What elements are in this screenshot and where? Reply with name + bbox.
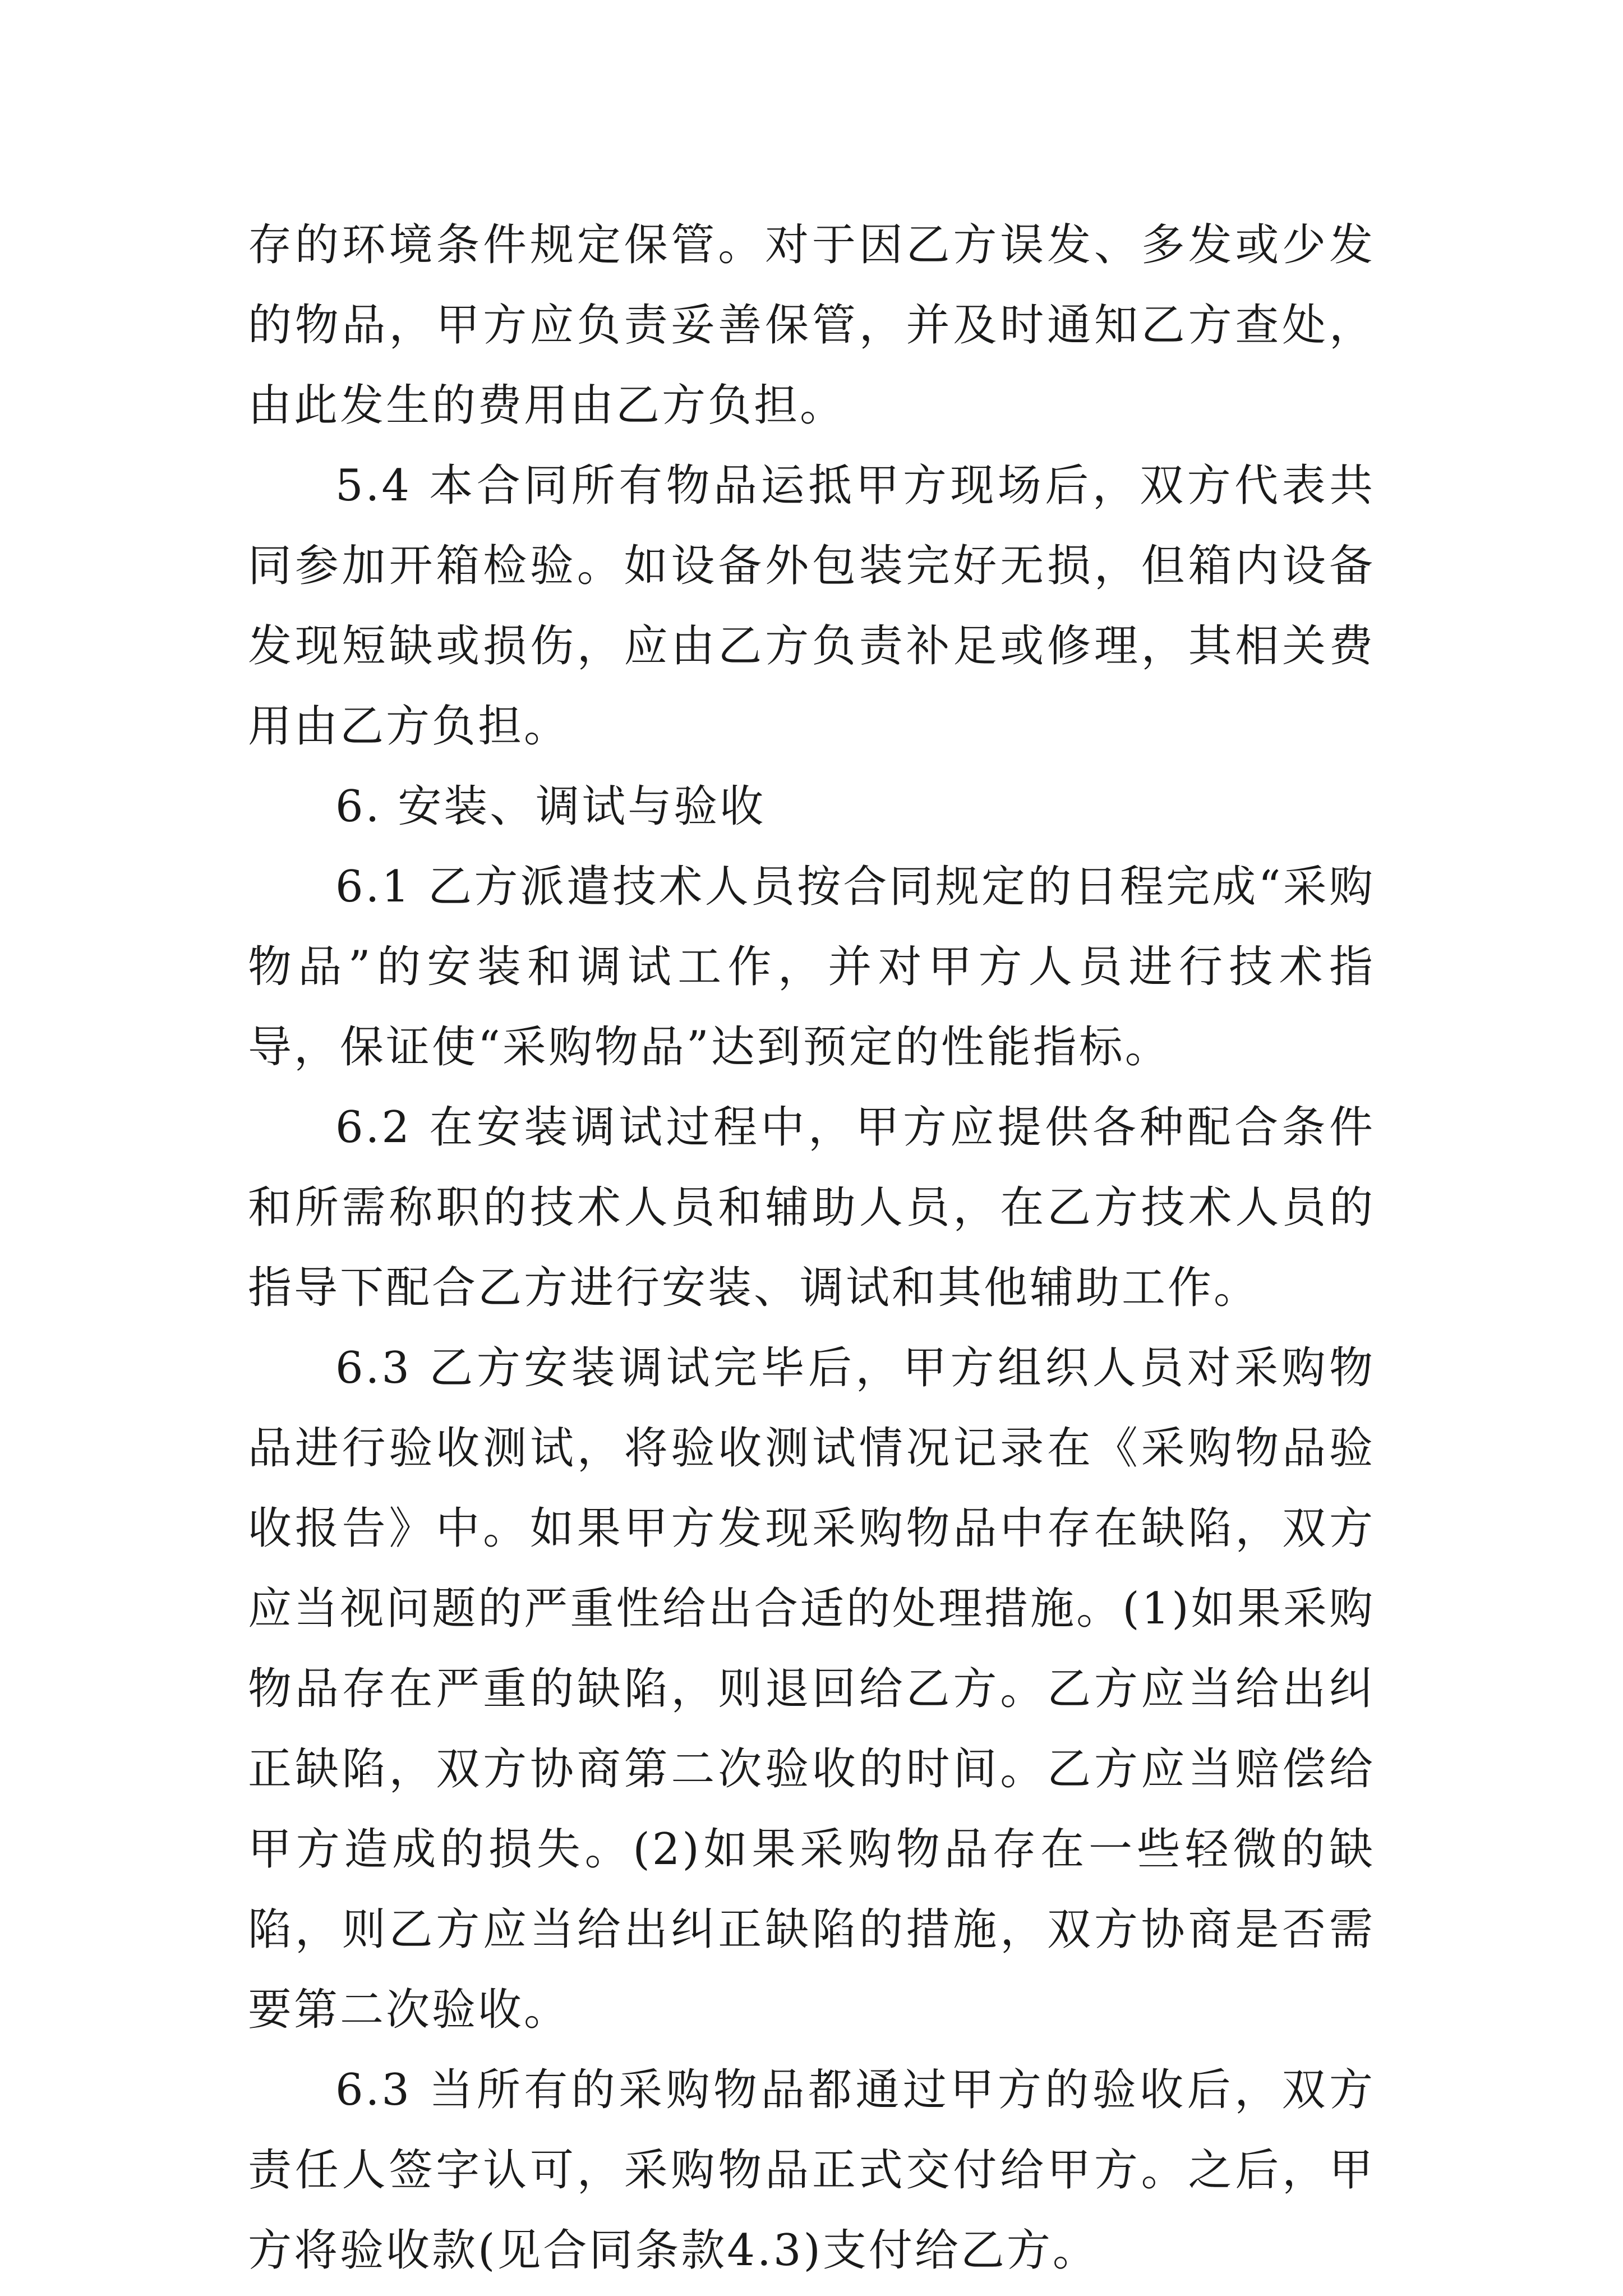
- paragraph-clause-6-2: 6.2 在安装调试过程中，甲方应提供各种配合条件和所需称职的技术人员和辅助人员，在乙方技术人员的指导下配合乙方进行安装、调试和其他辅助工作。: [248, 1102, 1375, 1313]
- paragraph-clause-6-3-delivery: 6.3 当所有的采购物品都通过甲方的验收后，双方责任人签字认可，采购物品正式交付给甲方。之后，甲方将验收款(见合同条款4.3)支付给乙方。: [248, 2065, 1375, 2276]
- section-heading-6: 6. 安装、调试与验收: [335, 781, 766, 832]
- paragraph-storage-continued: 存的环境条件规定保管。对于因乙方误发、多发或少发的物品，甲方应负责妥善保管，并及时通知乙方查处，由此发生的费用由乙方负担。: [248, 220, 1375, 431]
- paragraph-clause-5-4: 5.4 本合同所有物品运抵甲方现场后，双方代表共同参加开箱检验。如设备外包装完好无损，但箱内设备发现短缺或损伤，应由乙方负责补足或修理，其相关费用由乙方负担。: [248, 461, 1375, 752]
- paragraph-clause-6-1: 6.1 乙方派遣技术人员按合同规定的日程完成“采购物品”的安装和调试工作，并对甲方人员进行技术指导，保证使“采购物品”达到预定的性能指标。: [248, 862, 1375, 1073]
- paragraph-clause-6-3-inspection: 6.3 乙方安装调试完毕后，甲方组织人员对采购物品进行验收测试，将验收测试情况记录在《采购物品验收报告》中。如果甲方发现采购物品中存在缺陷，双方应当视问题的严重性给出合适的处理措施。(1)如果采购物品存在严重的缺陷，则退回给乙方。乙方应当给出纠正缺陷，双方协商第二次验收的时间。乙方应当赔偿给甲方造成的损失。(2)如果采购物品存在一些轻微的缺陷，则乙方应当给出纠正缺陷的措施，双方协商是否需要第二次验收。: [248, 1343, 1375, 2035]
- document-body: [248, 205, 1375, 2291]
